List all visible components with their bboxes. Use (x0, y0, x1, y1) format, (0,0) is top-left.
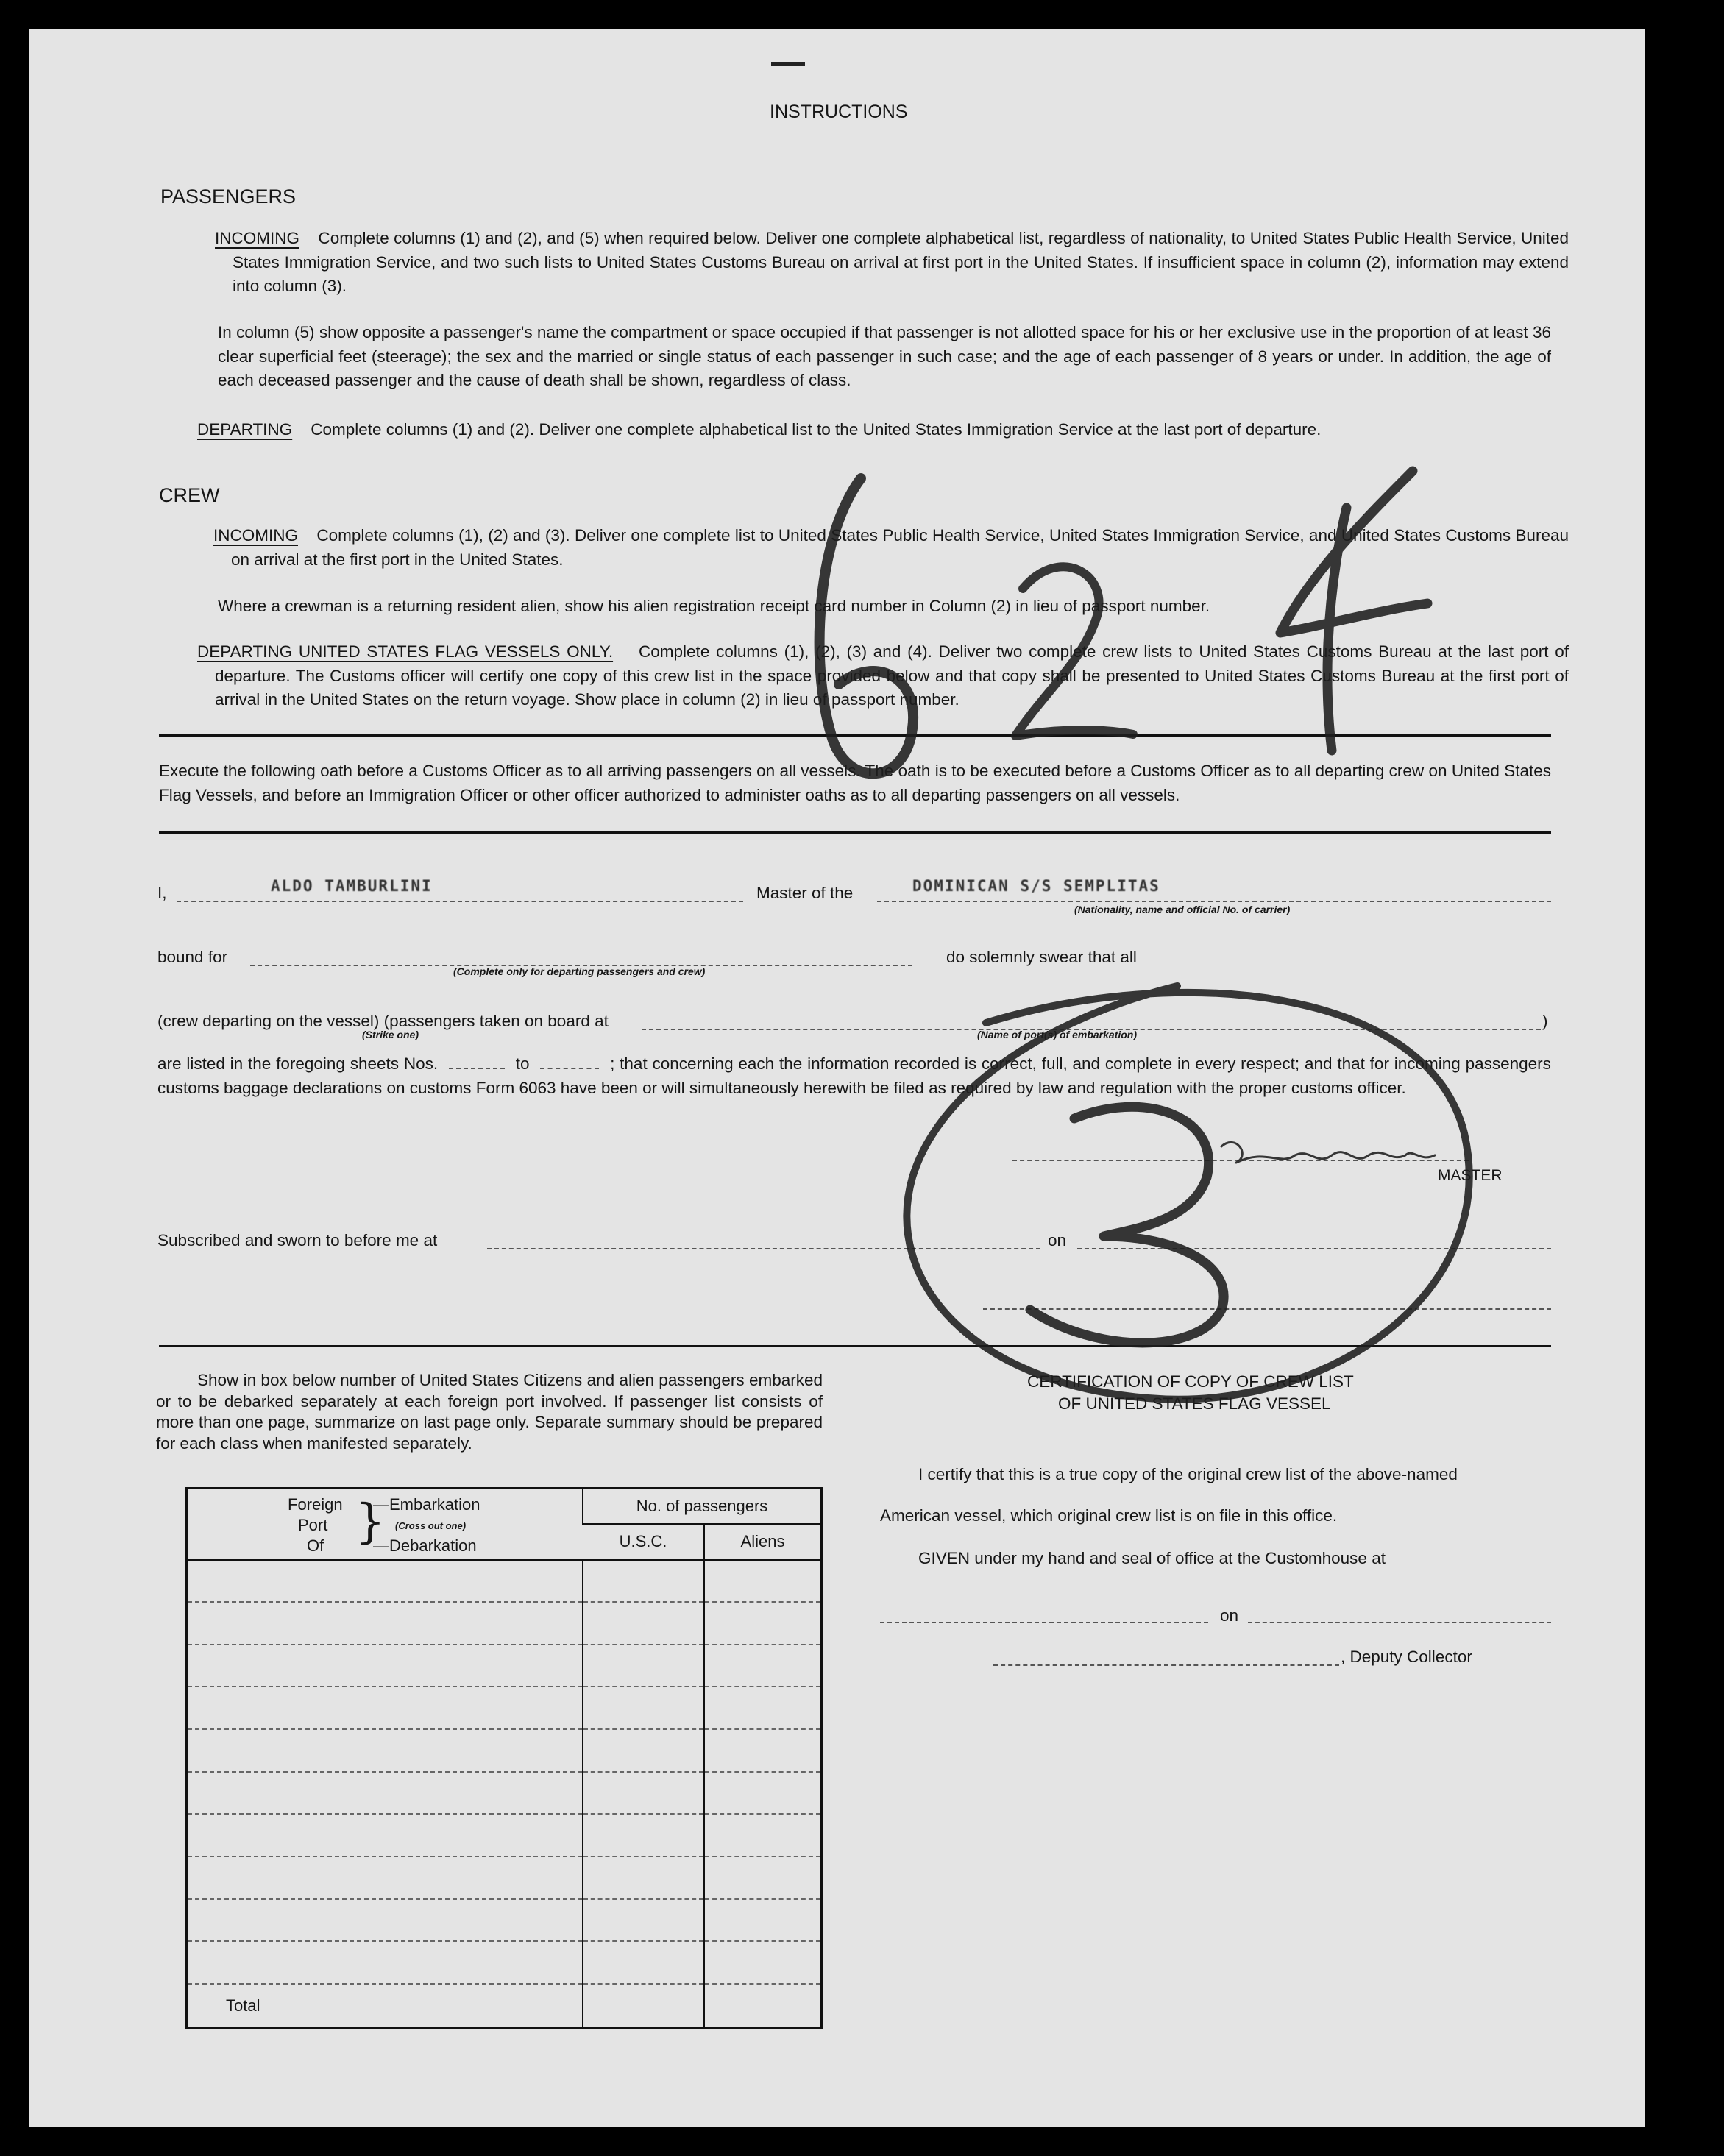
table-row[interactable] (187, 1857, 822, 1899)
table-row[interactable] (187, 1772, 822, 1815)
embarkation-caption: (Name of port(s) of embarkation) (977, 1029, 1138, 1040)
listed-prefix: are listed in the foregoing sheets Nos. (157, 1054, 439, 1073)
port-cell[interactable] (187, 1814, 583, 1857)
aliens-cell[interactable] (704, 1687, 822, 1729)
port-label: Port (298, 1516, 328, 1534)
foreign-label: Foreign (288, 1495, 343, 1514)
customhouse-field[interactable] (880, 1622, 1208, 1623)
aliens-cell[interactable] (704, 1941, 822, 1984)
total-row (187, 1984, 822, 2029)
bound-for-label: bound for (157, 948, 228, 966)
total-usc-cell[interactable] (583, 1984, 704, 2029)
aliens-cell[interactable] (704, 1899, 822, 1942)
port-cell[interactable] (187, 1941, 583, 1984)
strike-caption: (Strike one) (362, 1029, 419, 1040)
crew-departing-label: DEPARTING UNITED STATES FLAG VESSELS ONLY. (197, 642, 614, 661)
to-label: to (515, 1054, 530, 1073)
embarkation-option[interactable]: —Embarkation (373, 1495, 480, 1514)
aliens-cell[interactable] (704, 1729, 822, 1772)
usc-cell[interactable] (583, 1729, 704, 1772)
aliens-cell[interactable] (704, 1645, 822, 1687)
no-of-passengers-header: No. of passengers (583, 1489, 822, 1525)
given-text: GIVEN under my hand and seal of office at the Customhouse at (918, 1549, 1386, 1567)
usc-cell[interactable] (583, 1687, 704, 1729)
circle-mark (907, 986, 1469, 1400)
top-mark (771, 62, 805, 66)
listed-paragraph (157, 1052, 1551, 1100)
total-label: Total (226, 1996, 260, 2015)
aliens-cell[interactable] (704, 1857, 822, 1899)
subscribed-label: Subscribed and sworn to before me at (157, 1231, 438, 1249)
crew-resident-paragraph: Where a crewman is a returning resident alien, show his alien registration receipt card number in Column (2) in lieu of passport number. (218, 597, 1210, 615)
subscribed-place-field[interactable] (487, 1248, 1040, 1249)
table-row[interactable] (187, 1941, 822, 1984)
vessel-caption: (Nationality, name and official No. of carrier) (1074, 904, 1291, 915)
port-cell[interactable] (187, 1729, 583, 1772)
certification-title-2: OF UNITED STATES FLAG VESSEL (1058, 1394, 1331, 1413)
usc-cell[interactable] (583, 1602, 704, 1645)
usc-cell[interactable] (583, 1899, 704, 1942)
passengers-incoming-label: INCOMING (215, 229, 299, 247)
aliens-cell[interactable] (704, 1814, 822, 1857)
cross-out-caption: (Cross out one) (395, 1520, 467, 1531)
digit-six-mark (820, 478, 913, 773)
divider-2 (159, 831, 1551, 834)
table-row[interactable] (187, 1814, 822, 1857)
port-cell[interactable] (187, 1602, 583, 1645)
usc-cell[interactable] (583, 1645, 704, 1687)
passengers-column5-paragraph: In column (5) show opposite a passenger's name the compartment or space occupied if that passenger is not allotted space for his or her exclusive use in the proportion of at least 36 clear superficial feet (steerage); the sex and the married or single status of each passenger in such case; and the age of each passenger of 8 years or under. In addition, the age of each deceased passenger and the cause of death shall be shown, regardless of class. (218, 323, 1551, 389)
form-title: INSTRUCTIONS (770, 102, 908, 122)
crew-departing-oath-label: (crew departing on the vessel) (passengers taken on board at (157, 1012, 609, 1030)
table-row[interactable] (187, 1899, 822, 1942)
crew-heading: CREW (159, 484, 220, 506)
master-name-field[interactable]: ALDO TAMBURLINI (271, 877, 433, 895)
port-cell[interactable] (187, 1772, 583, 1815)
table-row[interactable] (187, 1602, 822, 1645)
officer-signature-field[interactable] (983, 1308, 1551, 1310)
usc-cell[interactable] (583, 1941, 704, 1984)
crew-incoming-text: Complete columns (1), (2) and (3). Deliver one complete list to United States Public Health Service, United States Immigration Service, and United States Customs Bureau on arrival at the first port in the United States. (231, 526, 1569, 569)
vessel-field[interactable]: DOMINICAN S/S SEMPLITAS (912, 877, 1160, 895)
passengers-incoming-paragraph (215, 227, 1569, 299)
deputy-collector-label: , Deputy Collector (1341, 1648, 1472, 1666)
sheet-to-field[interactable] (540, 1068, 599, 1069)
port-cell[interactable] (187, 1899, 583, 1942)
certification-title-1: CERTIFICATION OF COPY OF CREW LIST (1027, 1372, 1354, 1391)
table-row[interactable] (187, 1560, 822, 1603)
listed-rest: ; that concerning each the information recorded is correct, full, and complete in every respect; and that for incoming passengers customs baggage declarations on customs Form 6063 have been or will simultaneously herewith be filed as required by law and regulation with the proper customs officer. (157, 1054, 1551, 1097)
certification-on-label: on (1220, 1606, 1239, 1625)
master-name-field-line (177, 901, 743, 902)
master-label: MASTER (1438, 1167, 1503, 1184)
table-row[interactable] (187, 1729, 822, 1772)
subscribed-date-field[interactable] (1077, 1248, 1551, 1249)
summary-instructions: Show in box below number of United States Citizens and alien passengers embarked or to be debarked separately at each foreign port involved. If passenger list consists of more than one page, summarize on last page only. Separate summary should be prepared for each class when manifested separately. (156, 1371, 823, 1453)
vessel-field-line (877, 901, 1551, 902)
certify-line-2: American vessel, which original crew list is on file in this office. (880, 1506, 1338, 1525)
passengers-departing-label: DEPARTING (197, 420, 293, 439)
crew-departing-text: Complete columns (1), (2), (3) and (4). Deliver two complete crew lists to United States Customs Bureau at the last port of departure. The Customs officer will certify one copy of this crew list in the space provided below and that copy shall be presented to United States Customs Bureau at the first port of arrival in the United States on the return voyage. Show place in column (2) in lieu of passport number. (215, 642, 1569, 709)
master-signature-line (1012, 1160, 1469, 1161)
usc-cell[interactable] (583, 1814, 704, 1857)
sheet-from-field[interactable] (449, 1068, 505, 1069)
aliens-header: Aliens (704, 1524, 822, 1560)
usc-cell[interactable] (583, 1560, 704, 1603)
subscribed-on-label: on (1048, 1231, 1067, 1249)
oath-instructions: Execute the following oath before a Customs Officer as to all arriving passengers on all vessels. The oath is to be executed before a Customs Officer as to all departing crew on United States Flag Vessels, and before an Immigration Officer or other officer authorized to administer oaths as to all departing passengers on all vessels. (159, 762, 1551, 804)
port-cell[interactable] (187, 1687, 583, 1729)
master-of-label: Master of the (756, 884, 854, 902)
usc-cell[interactable] (583, 1772, 704, 1815)
passengers-departing-paragraph (197, 418, 1551, 442)
port-header-cell (187, 1489, 583, 1560)
usc-header: U.S.C. (583, 1524, 704, 1560)
passengers-departing-text: Complete columns (1) and (2). Deliver one complete alphabetical list to the United States Immigration Service at the last port of departure. (311, 420, 1322, 439)
of-label: Of (307, 1536, 324, 1555)
port-cell[interactable] (187, 1560, 583, 1603)
certify-line-1: I certify that this is a true copy of the original crew list of the above-named (918, 1465, 1458, 1483)
brace-glyph: } (355, 1494, 386, 1549)
swear-label: do solemnly swear that all (946, 948, 1137, 966)
divider-3 (159, 1345, 1551, 1347)
bound-for-caption: (Complete only for departing passengers and crew) (453, 965, 706, 977)
certification-date-field[interactable] (1248, 1622, 1551, 1623)
usc-cell[interactable] (583, 1857, 704, 1899)
port-cell[interactable] (187, 1645, 583, 1687)
crew-incoming-paragraph (213, 524, 1569, 572)
aliens-cell[interactable] (704, 1602, 822, 1645)
crew-incoming-label: INCOMING (213, 526, 298, 545)
oath-i-label: I, (157, 884, 167, 902)
close-paren: ) (1542, 1012, 1548, 1030)
passengers-heading: PASSENGERS (160, 185, 297, 208)
table-row[interactable] (187, 1645, 822, 1687)
divider-1 (159, 734, 1551, 737)
crew-departing-paragraph (197, 640, 1569, 712)
passenger-summary-table (185, 1487, 823, 2029)
table-row[interactable] (187, 1687, 822, 1729)
port-cell[interactable] (187, 1857, 583, 1899)
debarkation-option[interactable]: —Debarkation (373, 1536, 477, 1555)
digit-three-mark (1030, 1107, 1224, 1343)
total-aliens-cell[interactable] (704, 1984, 822, 2029)
form-sheet (29, 29, 1645, 2127)
aliens-cell[interactable] (704, 1560, 822, 1603)
deputy-signature-field[interactable] (993, 1664, 1339, 1666)
passengers-incoming-text: Complete columns (1) and (2), and (5) when required below. Deliver one complete alphabetical list, regardless of nationality, to United States Public Health Service, United States Immigration Service, and two such lists to United States Customs Bureau on arrival at first port in the United States. If insufficient space in column (2), information may extend into column (3). (233, 229, 1569, 295)
aliens-cell[interactable] (704, 1772, 822, 1815)
